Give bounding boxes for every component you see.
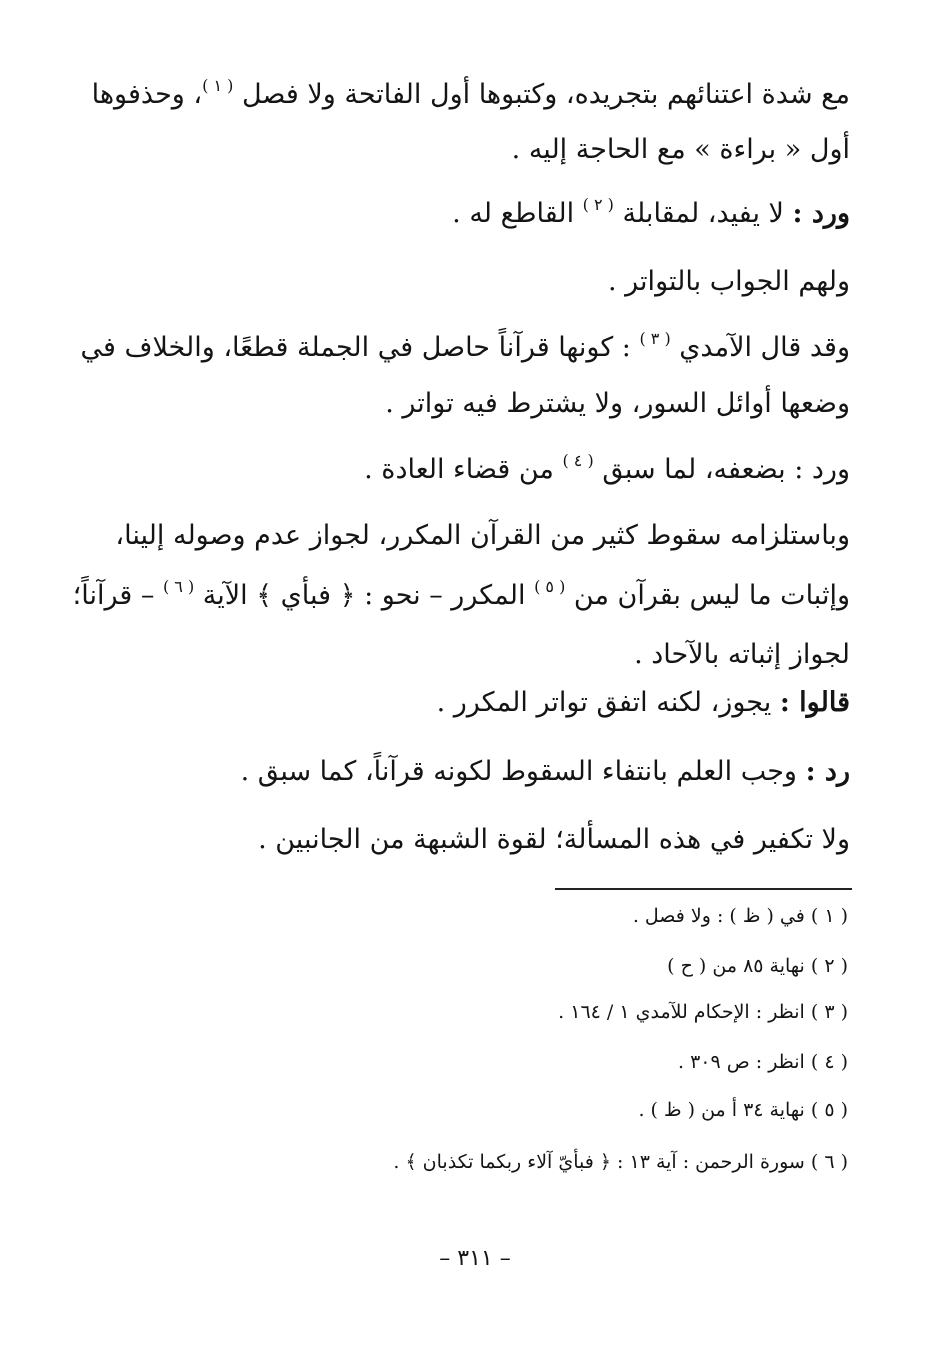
text-line: ورد : بضعفه، لما سبق $^{( ٤ )}$ من قضاء العادة .: [364, 451, 850, 485]
text-line: ولهم الجواب بالتواتر .: [607, 266, 850, 297]
footnote: ( ٤ ) انظر : ص ٣٠٩ .: [677, 1051, 848, 1073]
text-line: ولا تكفير في هذه المسألة؛ لقوة الشبهة من الجانبين .: [258, 824, 850, 855]
label-qalu: قالوا :: [779, 687, 850, 718]
text-line: وقد قال الآمدي $^{( ٣ )}$ : كونها قرآناً حاصل في الجملة قطعًا، والخلاف في: [80, 329, 850, 363]
footnote-marker: ( ١ ): [202, 76, 234, 95]
text-line: رد : وجب العلم بانتفاء السقوط لكونه قرآناً، كما سبق .: [240, 756, 850, 787]
footnote: ( ١ ) في ( ظ ) : ولا فصل .: [632, 905, 848, 927]
text-line: وباستلزامه سقوط كثير من القرآن المكرر، لجواز عدم وصوله إلينا،: [115, 520, 850, 551]
footnote-marker: ( ٣ ): [639, 329, 671, 348]
footnote: ( ٣ ) انظر : الإحكام للآمدي ١ / ١٦٤ .: [558, 1001, 848, 1023]
text-line: ورد : لا يفيد، لمقابلة $^{( ٢ )}$ القاطع له .: [452, 195, 850, 229]
footnote: ( ٦ ) سورة الرحمن : آية ١٣ : ﴿ فبأيّ آلاء ربكما تكذبان ﴾ .: [393, 1151, 848, 1173]
footnote-separator: [555, 888, 852, 890]
footnote-marker: ( ٥ ): [534, 577, 566, 596]
footnote: ( ٥ ) نهاية ٣٤ أ من ( ظ ) .: [638, 1099, 848, 1121]
label-radd: رد :: [805, 756, 850, 787]
label-warada: ورد :: [792, 198, 850, 229]
text-line: مع شدة اعتنائهم بتجريده، وكتبوها أول الفاتحة ولا فصل $^{( ١ )}$، وحذفوها: [91, 76, 850, 110]
page-number: – ٣١١ –: [439, 1246, 511, 1271]
footnote-marker: ( ٦ ): [162, 577, 195, 596]
footnote: ( ٢ ) نهاية ٨٥ من ( ح ): [667, 955, 848, 977]
footnote-marker: ( ٤ ): [562, 451, 594, 470]
text-line: لجواز إثباته بالآحاد .: [634, 639, 850, 670]
text-line: وإثبات ما ليس بقرآن من $^{( ٥ )}$ المكرر – نحو : ﴿ فبأي ﴾ الآية $^{( ٦ )}$ – قرآناً؛: [72, 577, 850, 611]
text-line: أول « براءة » مع الحاجة إليه .: [511, 134, 850, 165]
text-line: قالوا : يجوز، لكنه اتفق تواتر المكرر .: [436, 687, 850, 718]
footnote-marker: ( ٢ ): [582, 195, 614, 214]
text-line: وضعها أوائل السور، ولا يشترط فيه تواتر .: [385, 388, 850, 419]
